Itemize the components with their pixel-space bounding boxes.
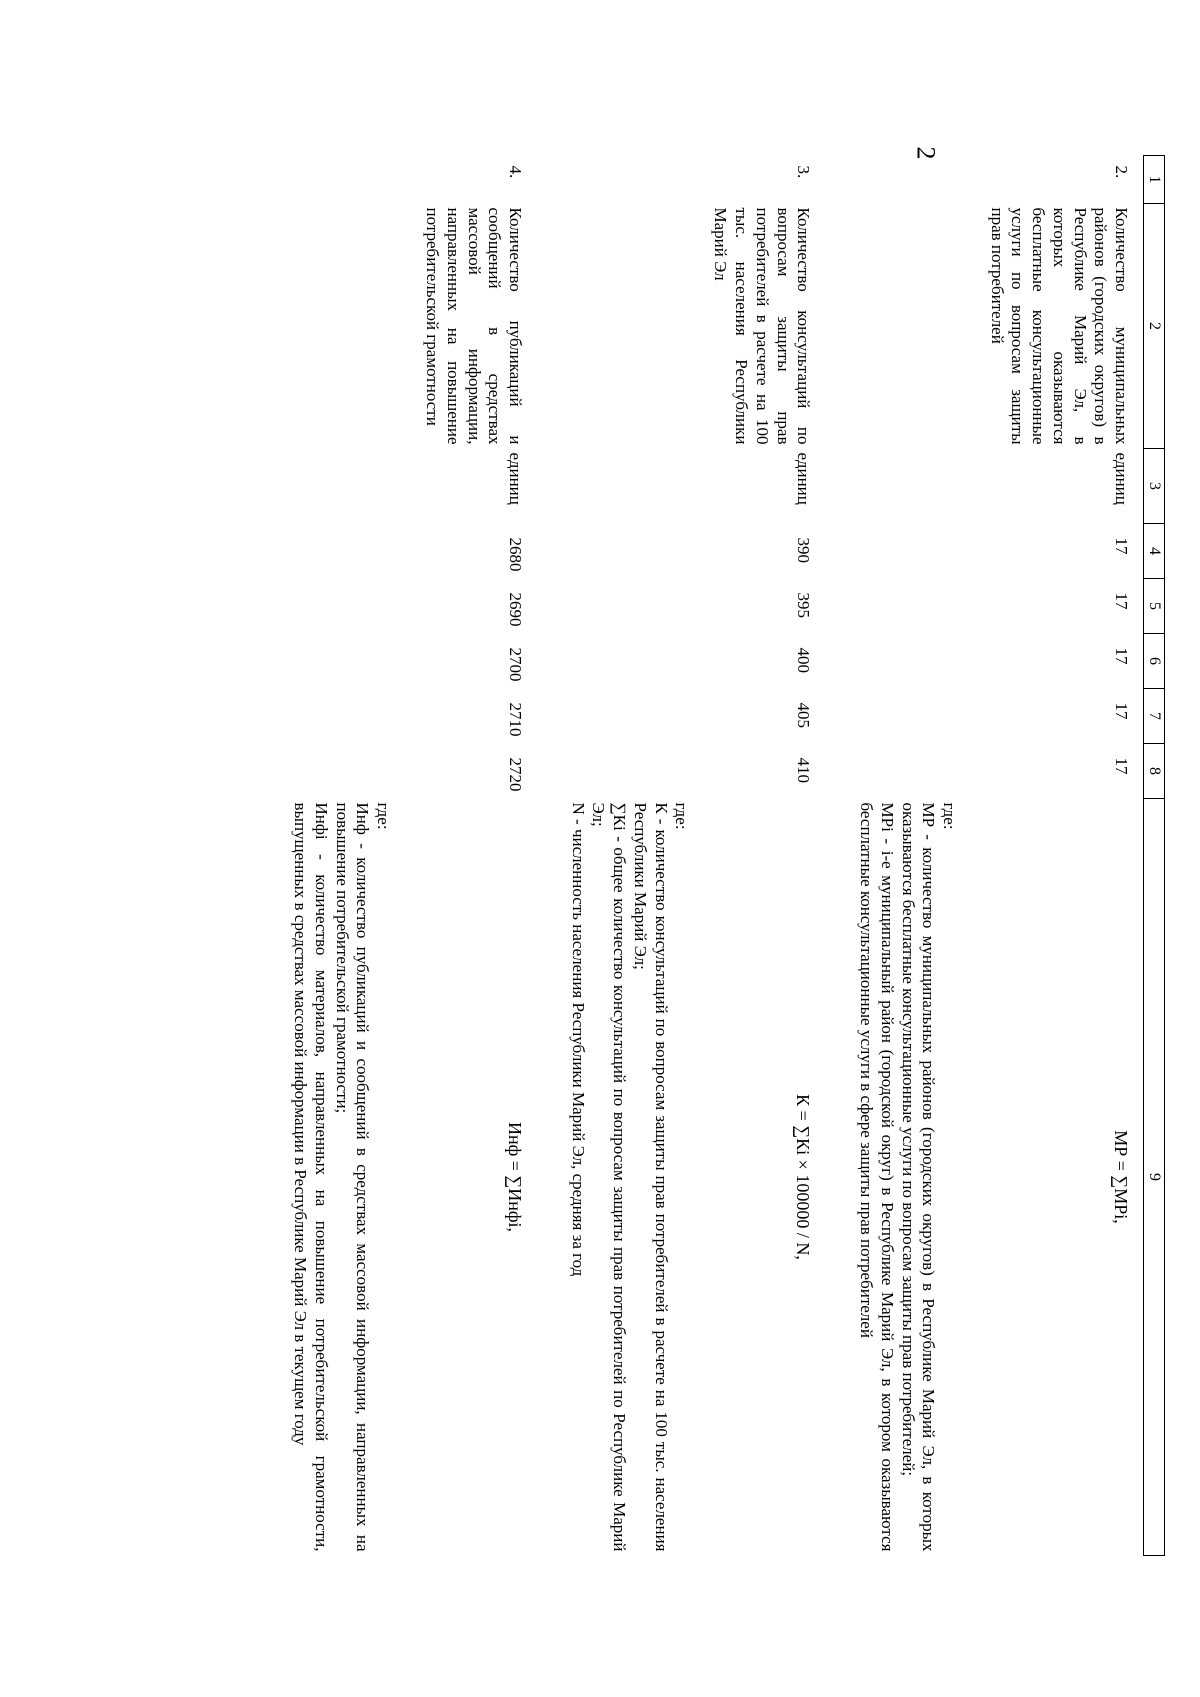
- value-col-7: 17: [1112, 702, 1131, 720]
- where-label: где:: [672, 802, 692, 830]
- indicator-name: Количество муниципальных районов (городских округов) в Республике Марий Эл, в которых оказываются бесплатные консультационные услуги по вопросам защиты прав потребителей: [987, 207, 1131, 445]
- column-number-header: [1144, 156, 1165, 1556]
- value-col-4: 17: [1112, 537, 1131, 555]
- definition: МР - количество муниципальных районов (городских округов) в Республике Марий Эл, в которых оказываются бесплатные консультационные услуги по вопросам защиты прав потребителей;: [898, 802, 939, 1552]
- value-col-5: 17: [1112, 592, 1131, 610]
- definition: Инф - количество публикаций и сообщений в средствах массовой информации, направленных на повышение потребительской грамотности;: [332, 802, 373, 1552]
- header-col-7: 7: [1144, 689, 1165, 744]
- formula: МР = ∑МРi,: [1111, 1130, 1131, 1224]
- definition: Инфi - количество материалов, направленных на повышение потребительской грамотности, выпущенных в средствах массовой информации в Республике Марий Эл в текущем году: [291, 802, 331, 1552]
- header-col-1: 1: [1144, 156, 1165, 204]
- table-row: [259, 156, 537, 1556]
- unit-cell: единиц: [1112, 452, 1131, 505]
- page-number: 2: [911, 146, 941, 160]
- definition: ∑Кi - общее количество консультаций по вопросам защиты прав потребителей по Республике Марий Эл;: [589, 802, 630, 1552]
- methodology-cell: [537, 799, 825, 1556]
- table-row: [537, 156, 825, 1556]
- rotated-table-wrapper: [235, 155, 1165, 1555]
- row-index: 4.: [506, 165, 526, 179]
- row-index: 2.: [1112, 165, 1131, 179]
- value-col-4: 2680: [506, 537, 526, 572]
- row-index: 3.: [794, 165, 814, 179]
- table-row: [825, 156, 1143, 1556]
- header-col-4: 4: [1144, 524, 1165, 579]
- value-col-7: 405: [794, 702, 814, 728]
- value-col-4: 390: [794, 537, 814, 563]
- header-col-6: 6: [1144, 634, 1165, 689]
- definition: N - численность населения Республики Марий Эл, средняя за год: [568, 802, 588, 1277]
- unit-cell: единиц: [794, 452, 814, 505]
- value-col-6: 400: [794, 647, 814, 673]
- header-col-2: 2: [1144, 204, 1165, 449]
- where-label: где:: [374, 802, 394, 830]
- header-col-5: 5: [1144, 579, 1165, 634]
- value-col-5: 395: [794, 592, 814, 618]
- formula: К = ∑Кi × 100000 / N,: [793, 1094, 814, 1260]
- indicator-name: Количество публикаций и сообщений в средствах массовой информации, направленных на повышение потребительской грамотности: [423, 207, 526, 445]
- formula: Инф = ∑Инфi,: [505, 1121, 526, 1233]
- value-col-8: 2720: [506, 757, 526, 792]
- indicator-name: Количество консультаций по вопросам защиты прав потребителей в расчете на 100 тыс. населения Республики Марий Эл: [711, 207, 814, 445]
- header-col-3: 3: [1144, 449, 1165, 524]
- methodology-cell: [259, 799, 537, 1556]
- value-col-8: 410: [794, 757, 814, 783]
- value-col-5: 2690: [506, 592, 526, 627]
- value-col-6: 17: [1112, 647, 1131, 665]
- definition: МРi - i-е муниципальный район (городской округ) в Республике Марий Эл, в котором оказываются бесплатные консультационные услуги в сфере защиты прав потребителей: [857, 802, 897, 1552]
- where-label: где:: [940, 802, 960, 830]
- value-col-6: 2700: [506, 647, 526, 682]
- methodology-cell: [825, 799, 1143, 1556]
- indicators-table: [259, 155, 1165, 1556]
- value-col-7: 2710: [506, 702, 526, 737]
- header-col-8: 8: [1144, 744, 1165, 799]
- value-col-8: 17: [1112, 757, 1131, 775]
- definition: К - количество консультаций по вопросам защиты прав потребителей в расчете на 100 тыс. населения Республики Марий Эл;: [630, 802, 671, 1552]
- header-col-9: 9: [1144, 799, 1165, 1556]
- unit-cell: единиц: [506, 452, 526, 505]
